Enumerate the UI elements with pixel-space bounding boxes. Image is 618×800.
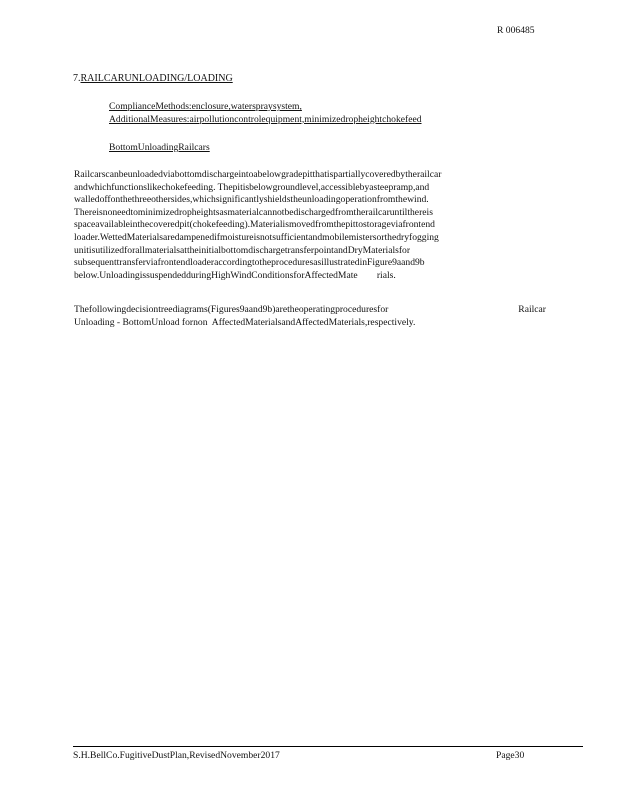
compliance-block	[109, 101, 422, 126]
document-id: R 006485	[497, 25, 535, 36]
section-title: RAILCARUNLOADING/LOADING	[80, 73, 233, 84]
footer-page-number: Page30	[496, 750, 525, 761]
paragraph-line: spaceavailableinthecoveredpit(chokefeeding).Materialismovedfromthepittostorageviafrontend	[74, 219, 435, 231]
paragraph-line: Unloading - BottomUnload fornon AffectedMaterialsandAffectedMaterials,respectively.	[74, 316, 416, 328]
paragraph-line: walledoffonthethreeothersides,whichsignificantlyshieldstheunloadingoperationfromthewind.	[74, 194, 429, 206]
paragraph-line: unitisutilizedforallmaterialsattheinitialbottomdischargetransferpointandDryMaterialsfor	[74, 244, 411, 256]
section-heading	[73, 73, 233, 84]
paragraph-decision-trees	[74, 304, 546, 329]
subheading-bottom-unloading: BottomUnloadingRailcars	[109, 142, 210, 153]
paragraph-line-right: Railcar	[518, 304, 546, 315]
paragraph-line: Railcarscanbeunloadedviabottomdischargeintoabelowgradepitthatispartiallycoveredbytherailcar	[74, 169, 442, 180]
section-number: 7.	[73, 73, 81, 84]
paragraph-railcar-unloading	[74, 169, 441, 282]
additional-measures: AdditionalMeasures:airpollutioncontrolequipment,minimizedropheightchokefeed	[109, 113, 422, 125]
paragraph-line: subsequenttransferviafrontendloaderaccordingtotheproceduresasillustratedinFigure9aand9b	[74, 257, 425, 269]
paragraph-line: andwhichfunctionslikechokefeeding. Thepitisbelowgroundlevel,accessiblebyasteepramp,and	[74, 181, 430, 193]
paragraph-line: Thereisnoneedtominimizedropheightsasmaterialcannotbedischargedfromtherailcaruntilthereis	[74, 206, 433, 218]
compliance-methods: ComplianceMethods:enclosure,waterspraysystem,	[109, 101, 302, 112]
paragraph-line: loader.WettedMaterialsaredampenedifmoistureisnotsufficientandmobilemistersorthedryfogging	[74, 231, 439, 243]
paragraph-line: Thefollowingdecisiontreediagrams(Figures9aand9b)aretheoperatingproceduresfor	[74, 304, 389, 315]
paragraph-line: below.UnloadingissuspendedduringHighWindConditionsforAffectedMate rials.	[74, 269, 396, 281]
footer-document-title: S.H.BellCo.FugitiveDustPlan,RevisedNovember2017	[73, 750, 280, 761]
footer-divider	[73, 746, 583, 747]
